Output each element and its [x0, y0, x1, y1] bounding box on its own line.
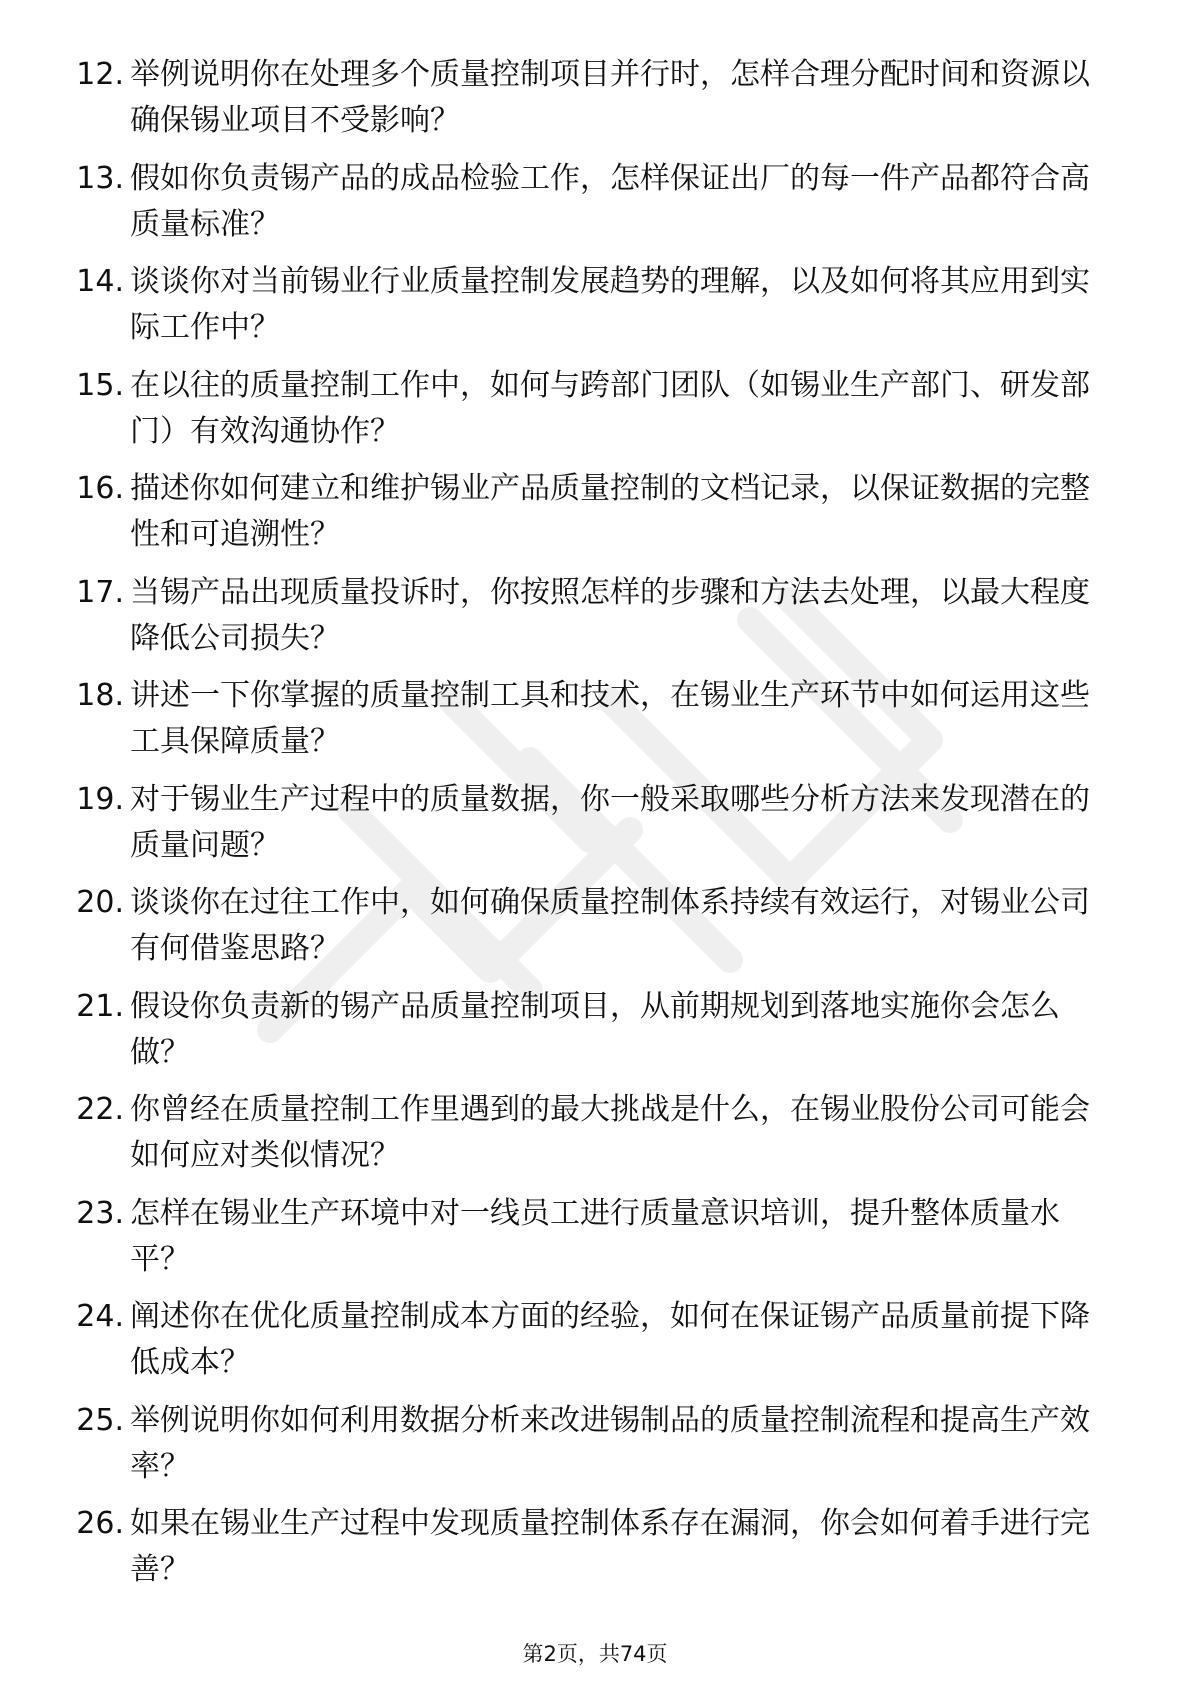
question-number: 26. [76, 1506, 124, 1541]
question-number: 13. [76, 160, 124, 196]
question-text: 描述你如何建立和维护锡业产品质量控制的文档记录，以保证数据的完整性和可追溯性？ [130, 471, 1090, 552]
question-number: 23. [76, 1195, 124, 1231]
question-item [58, 880, 1118, 984]
question-text: 举例说明你如何利用数据分析来改进锡制品的质量控制流程和提高生产效率？ [130, 1402, 1090, 1484]
question-number: 22. [76, 1092, 124, 1127]
question-item [58, 52, 1118, 156]
question-text: 假如你负责锡产品的成品检验工作，怎样保证出厂的每一件产品都符合高质量标准？ [130, 160, 1090, 242]
question-text: 如果在锡业生产过程中发现质量控制体系存在漏洞，你会如何着手进行完善？ [130, 1506, 1090, 1587]
question-text: 在以往的质量控制工作中，如何与跨部门团队（如锡业生产部门、研发部门）有效沟通协作？ [130, 367, 1090, 449]
question-item [58, 363, 1118, 467]
question-text: 讲述一下你掌握的质量控制工具和技术，在锡业生产环节中如何运用这些工具保障质量？ [130, 678, 1090, 759]
question-list [58, 52, 1118, 1605]
question-item [58, 1501, 1118, 1605]
question-text: 举例说明你在处理多个质量控制项目并行时，怎样合理分配时间和资源以确保锡业项目不受影响？ [130, 57, 1090, 138]
question-text: 谈谈你对当前锡业行业质量控制发展趋势的理解，以及如何将其应用到实际工作中？ [130, 264, 1090, 345]
question-item [58, 1398, 1118, 1502]
question-item [58, 570, 1118, 674]
question-item [58, 466, 1118, 570]
question-item [58, 259, 1118, 363]
question-item [58, 1087, 1118, 1191]
question-text: 怎样在锡业生产环境中对一线员工进行质量意识培训，提升整体质量水平？ [130, 1195, 1060, 1277]
question-number: 15. [76, 367, 124, 403]
question-item [58, 673, 1118, 777]
question-number: 17. [76, 574, 124, 610]
question-number: 24. [76, 1299, 124, 1334]
question-number: 19. [76, 781, 124, 817]
question-item [58, 1294, 1118, 1398]
question-text: 当锡产品出现质量投诉时，你按照怎样的步骤和方法去处理，以最大程度降低公司损失？ [130, 574, 1090, 656]
question-item [58, 156, 1118, 260]
question-text: 谈谈你在过往工作中，如何确保质量控制体系持续有效运行，对锡业公司有何借鉴思路？ [130, 885, 1090, 966]
question-item [58, 1191, 1118, 1295]
question-number: 18. [76, 678, 124, 713]
question-text: 阐述你在优化质量控制成本方面的经验，如何在保证锡产品质量前提下降低成本？ [130, 1299, 1090, 1380]
page-footer: 第2页，共74页 [522, 1642, 668, 1666]
question-number: 25. [76, 1402, 124, 1438]
question-number: 14. [76, 264, 124, 299]
question-item [58, 984, 1118, 1088]
question-text: 假设你负责新的锡产品质量控制项目，从前期规划到落地实施你会怎么做？ [130, 988, 1060, 1070]
question-text: 对于锡业生产过程中的质量数据，你一般采取哪些分析方法来发现潜在的质量问题？ [130, 781, 1090, 863]
question-number: 12. [76, 57, 124, 92]
question-text: 你曾经在质量控制工作里遇到的最大挑战是什么，在锡业股份公司可能会如何应对类似情况？ [130, 1092, 1090, 1173]
question-number: 16. [76, 471, 124, 506]
question-number: 20. [76, 885, 124, 920]
question-number: 21. [76, 988, 124, 1024]
question-item [58, 777, 1118, 881]
